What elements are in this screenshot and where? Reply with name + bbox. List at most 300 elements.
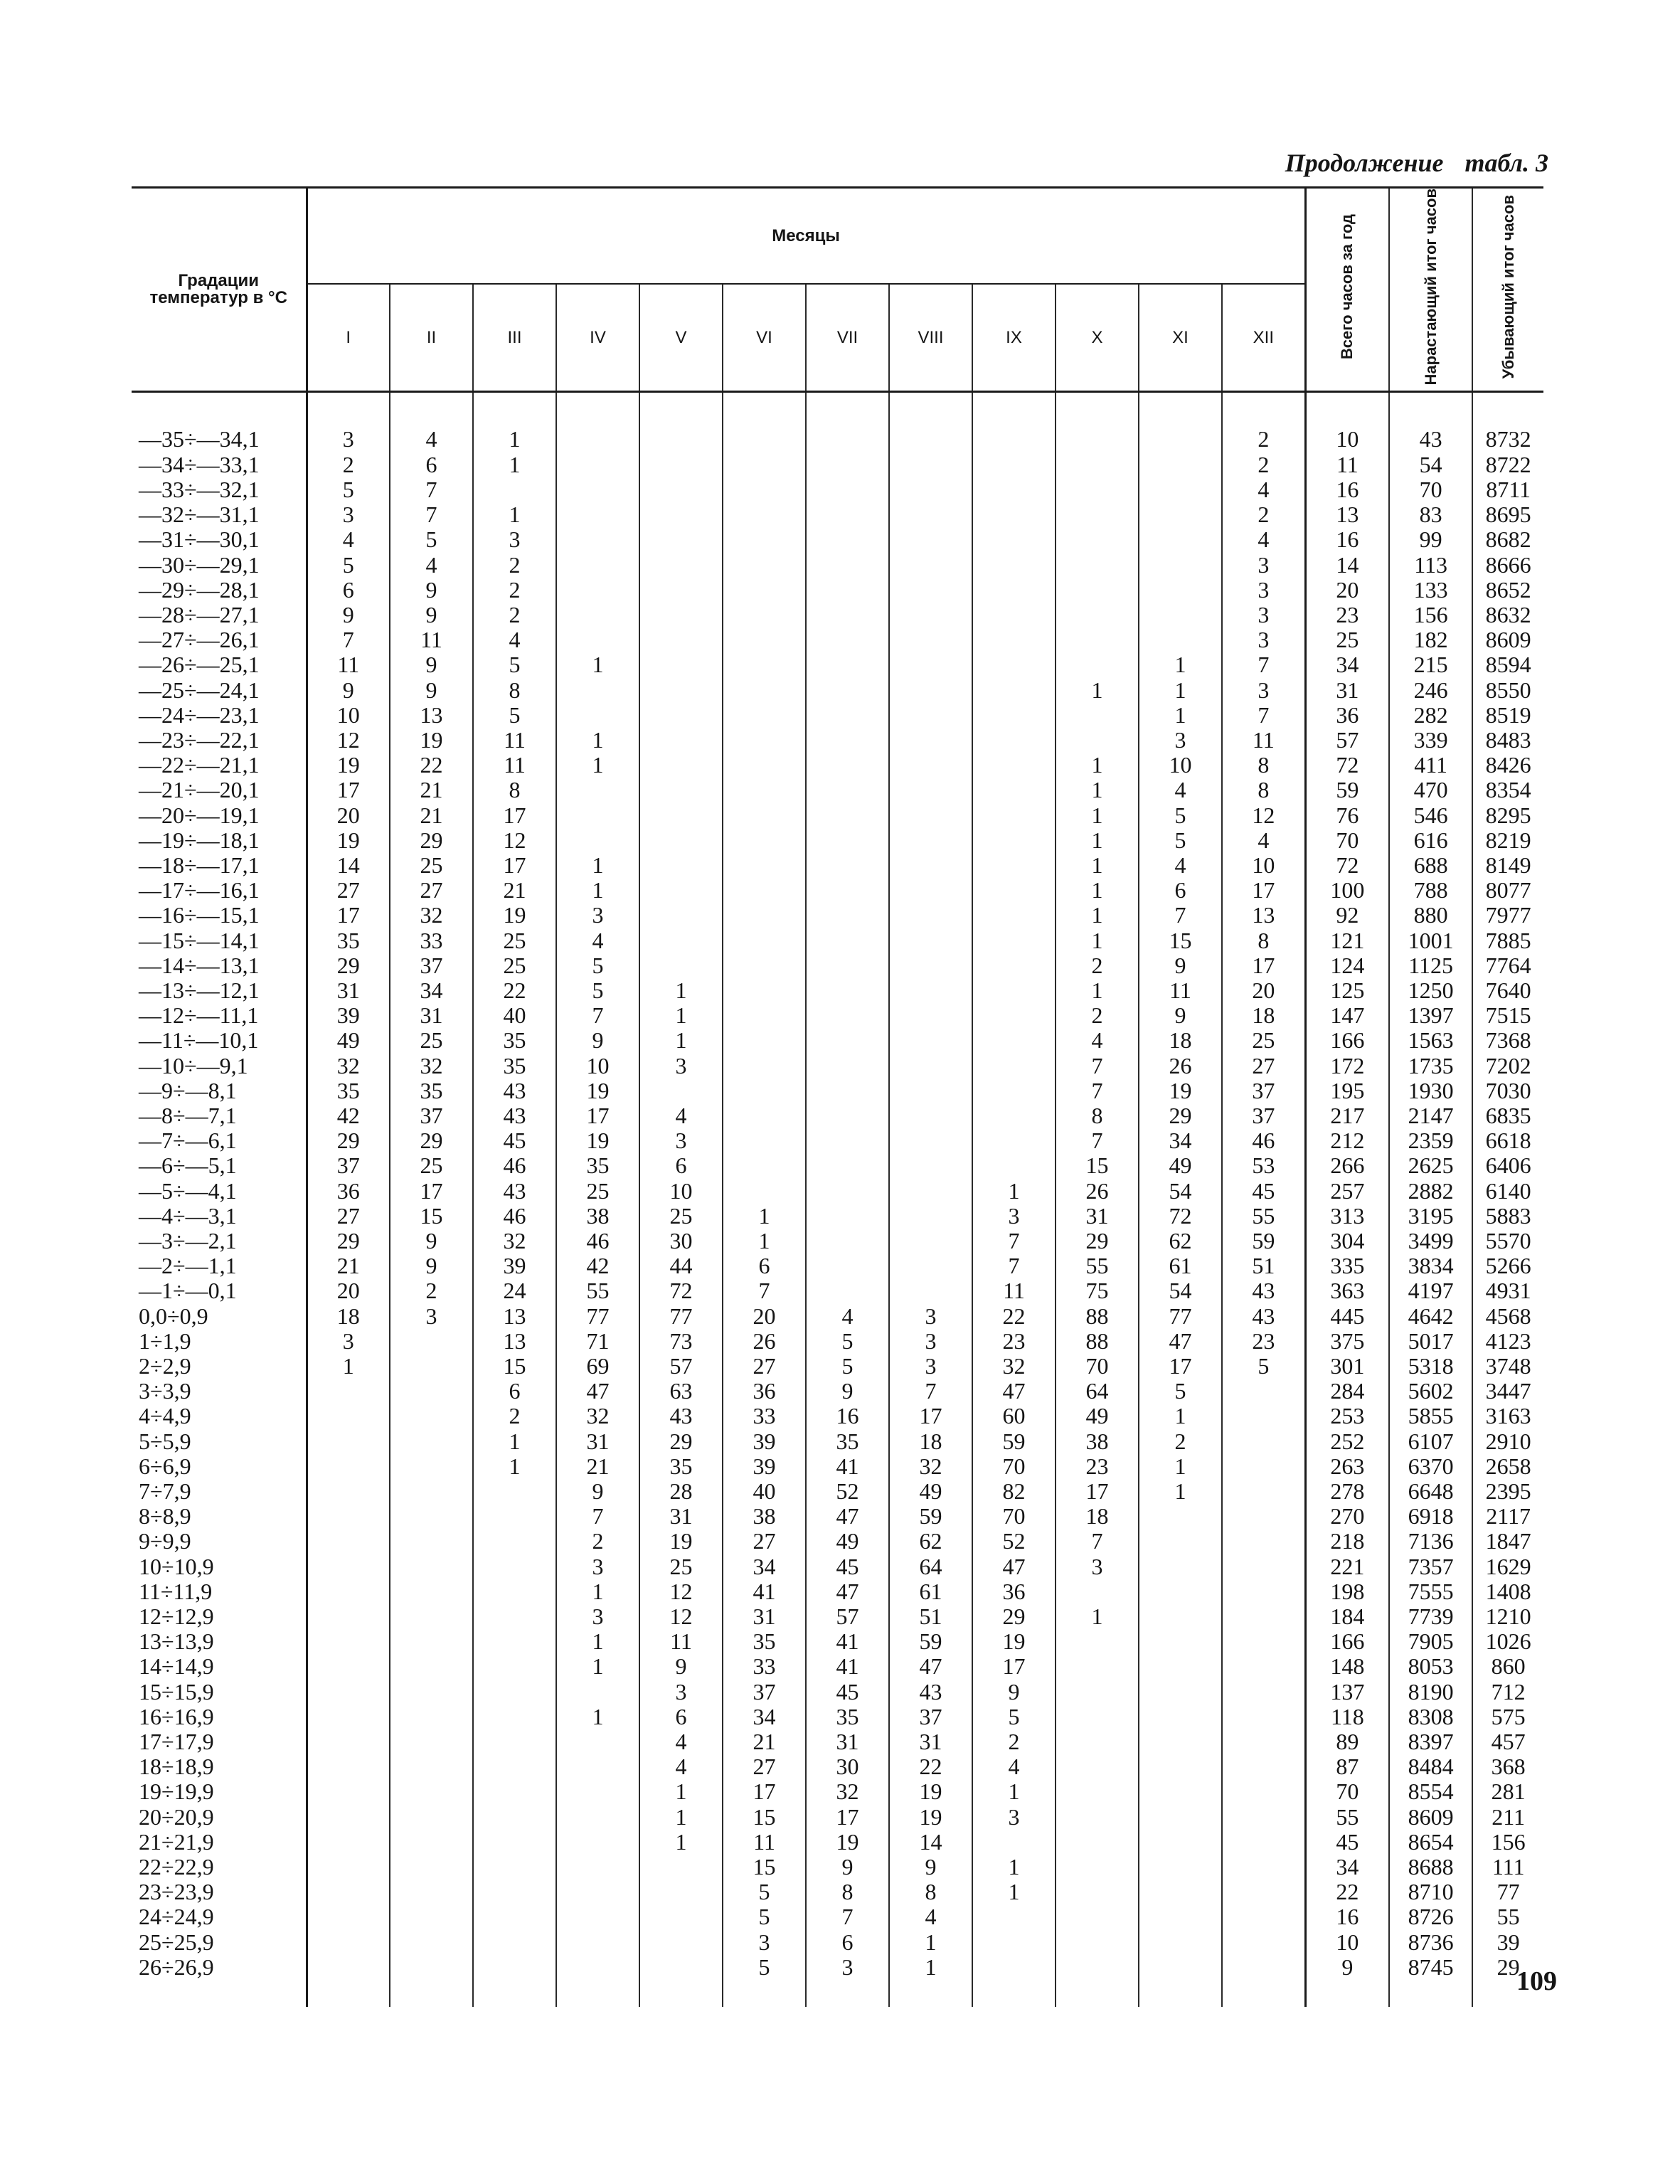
month-value-cell <box>723 678 806 703</box>
month-value-cell: 9 <box>390 603 473 627</box>
table-row <box>132 678 1543 703</box>
table-row <box>132 1329 1543 1354</box>
gradation-cell: 4÷4,9 <box>132 1404 307 1428</box>
table-row <box>132 1529 1543 1554</box>
month-value-cell <box>972 477 1056 502</box>
month-value-cell <box>889 1153 972 1178</box>
month-value-cell <box>307 1654 390 1679</box>
month-value-cell: 60 <box>972 1404 1056 1428</box>
month-value-cell: 49 <box>1139 1153 1222 1178</box>
month-value-cell <box>1056 527 1139 552</box>
month-value-cell: 32 <box>473 1229 556 1253</box>
month-value-cell: 19 <box>972 1629 1056 1654</box>
month-value-cell <box>1139 1579 1222 1604</box>
month-value-cell <box>972 603 1056 627</box>
cumulative-hours-cell: 99 <box>1389 527 1472 552</box>
month-value-cell <box>639 553 723 578</box>
month-value-cell <box>1222 1529 1305 1554</box>
month-value-cell <box>972 1078 1056 1103</box>
month-value-cell: 9 <box>390 678 473 703</box>
total-hours-cell: 70 <box>1305 828 1389 853</box>
spacer-cell <box>972 392 1056 428</box>
table-tail-row <box>132 1980 1543 2007</box>
cumulative-hours-cell: 546 <box>1389 803 1472 828</box>
table-row <box>132 1479 1543 1504</box>
month-value-cell <box>639 1855 723 1880</box>
month-value-cell: 5 <box>806 1329 889 1354</box>
month-value-cell <box>889 778 972 802</box>
month-value-cell <box>473 1629 556 1654</box>
cumulative-hours-cell: 1125 <box>1389 953 1472 978</box>
cumulative-hours-cell: 3195 <box>1389 1204 1472 1229</box>
month-value-cell: 77 <box>556 1304 639 1329</box>
month-value-cell <box>806 878 889 903</box>
month-value-cell: 5 <box>723 1904 806 1929</box>
spacer-cell <box>723 1980 806 2007</box>
month-value-cell <box>473 1654 556 1679</box>
month-value-cell <box>390 1554 473 1579</box>
total-hours-cell: 72 <box>1305 853 1389 878</box>
month-value-cell <box>806 1204 889 1229</box>
month-value-cell <box>723 778 806 802</box>
header-months: Месяцы <box>307 188 1305 285</box>
month-value-cell: 21 <box>556 1454 639 1479</box>
month-value-cell <box>473 1904 556 1929</box>
month-value-cell: 33 <box>390 928 473 953</box>
month-value-cell <box>473 1554 556 1579</box>
month-value-cell <box>390 1705 473 1729</box>
table-row <box>132 878 1543 903</box>
cumulative-hours-cell: 880 <box>1389 903 1472 928</box>
caption-table: табл. 3 <box>1464 149 1548 177</box>
month-value-cell: 2 <box>307 452 390 477</box>
month-value-cell <box>1056 1855 1139 1880</box>
decreasing-hours-cell: 712 <box>1491 1678 1526 1705</box>
month-value-cell: 22 <box>390 753 473 778</box>
total-hours-cell: 363 <box>1305 1278 1389 1303</box>
month-value-cell: 24 <box>473 1278 556 1303</box>
month-value-cell: 12 <box>307 728 390 753</box>
month-value-cell: 12 <box>639 1579 723 1604</box>
decreasing-hours-cell: 55 <box>1496 1904 1520 1930</box>
month-value-cell: 19 <box>889 1779 972 1804</box>
cumulative-hours-cell: 246 <box>1389 678 1472 703</box>
decreasing-hours-cell: 575 <box>1491 1703 1526 1729</box>
spacer-cell <box>1472 392 1543 428</box>
month-value-cell: 30 <box>806 1754 889 1779</box>
month-value-cell <box>1139 527 1222 552</box>
month-value-cell: 70 <box>972 1504 1056 1529</box>
month-value-cell: 2 <box>390 1278 473 1303</box>
month-value-cell <box>473 1529 556 1554</box>
month-value-cell: 55 <box>556 1278 639 1303</box>
month-value-cell: 8 <box>473 778 556 802</box>
month-value-cell <box>889 1179 972 1204</box>
month-value-cell: 29 <box>639 1429 723 1454</box>
month-value-cell <box>889 427 972 452</box>
decreasing-hours-cell: 7030 <box>1485 1077 1531 1103</box>
decreasing-hours-cell: 8682 <box>1485 526 1531 553</box>
gradation-cell: 3÷3,9 <box>132 1379 307 1404</box>
month-value-cell <box>307 1680 390 1705</box>
month-value-cell: 53 <box>1222 1153 1305 1178</box>
month-value-cell: 3 <box>1056 1554 1139 1579</box>
month-value-cell <box>1139 452 1222 477</box>
month-value-cell <box>556 1830 639 1855</box>
month-value-cell: 40 <box>473 1003 556 1028</box>
cumulative-hours-cell: 8308 <box>1389 1705 1472 1729</box>
total-hours-cell: 76 <box>1305 803 1389 828</box>
month-value-cell <box>639 502 723 527</box>
cumulative-hours-cell: 1397 <box>1389 1003 1472 1028</box>
month-value-cell: 31 <box>1056 1204 1139 1229</box>
month-value-cell: 33 <box>723 1654 806 1679</box>
total-hours-cell: 36 <box>1305 703 1389 728</box>
temperature-hours-table <box>132 186 1543 2007</box>
month-value-cell <box>556 1779 639 1804</box>
month-value-cell <box>556 1855 639 1880</box>
month-value-cell: 1 <box>639 978 723 1003</box>
month-value-cell <box>307 1779 390 1804</box>
month-value-cell: 2 <box>1056 953 1139 978</box>
month-value-cell: 2 <box>473 553 556 578</box>
month-value-cell <box>390 1955 473 1980</box>
month-value-cell: 1 <box>889 1955 972 1980</box>
month-value-cell: 3 <box>806 1955 889 1980</box>
month-value-cell <box>1222 1654 1305 1679</box>
month-value-cell <box>972 753 1056 778</box>
month-value-cell: 1 <box>723 1229 806 1253</box>
month-value-cell <box>307 1805 390 1830</box>
total-hours-cell: 45 <box>1305 1830 1389 1855</box>
month-value-cell: 37 <box>1222 1078 1305 1103</box>
decreasing-hours-cell: 8711 <box>1486 476 1531 502</box>
month-value-cell: 6 <box>1139 878 1222 903</box>
month-value-cell: 35 <box>556 1153 639 1178</box>
month-value-cell: 5 <box>1139 803 1222 828</box>
gradation-cell: —31÷—30,1 <box>132 527 307 552</box>
month-value-cell: 57 <box>639 1354 723 1379</box>
month-value-cell: 6 <box>307 578 390 603</box>
gradation-cell: —5÷—4,1 <box>132 1179 307 1204</box>
month-header-7: VII <box>806 284 889 392</box>
month-value-cell: 37 <box>307 1153 390 1178</box>
month-value-cell: 38 <box>556 1204 639 1229</box>
month-header-10: X <box>1056 284 1139 392</box>
month-value-cell: 12 <box>639 1604 723 1629</box>
month-value-cell: 1 <box>556 728 639 753</box>
month-value-cell: 64 <box>889 1554 972 1579</box>
gradation-cell: —3÷—2,1 <box>132 1229 307 1253</box>
gradation-cell: 5÷5,9 <box>132 1429 307 1454</box>
table-row <box>132 502 1543 527</box>
spacer-cell <box>307 1980 390 2007</box>
month-value-cell: 5 <box>723 1955 806 1980</box>
month-value-cell <box>390 1454 473 1479</box>
month-value-cell <box>972 928 1056 953</box>
month-value-cell <box>473 1680 556 1705</box>
month-value-cell: 25 <box>1222 1028 1305 1053</box>
month-value-cell <box>556 1729 639 1754</box>
month-value-cell <box>473 1855 556 1880</box>
month-value-cell: 3 <box>390 1304 473 1329</box>
month-value-cell <box>473 1729 556 1754</box>
month-value-cell <box>639 703 723 728</box>
table-row <box>132 1454 1543 1479</box>
total-hours-cell: 147 <box>1305 1003 1389 1028</box>
decreasing-hours-cell: 3163 <box>1485 1403 1531 1429</box>
month-value-cell <box>1222 1629 1305 1654</box>
decreasing-hours-cell: 8354 <box>1485 777 1531 803</box>
total-hours-cell: 89 <box>1305 1729 1389 1754</box>
month-value-cell: 10 <box>1222 853 1305 878</box>
total-hours-cell: 198 <box>1305 1579 1389 1604</box>
month-value-cell: 3 <box>556 1604 639 1629</box>
month-value-cell <box>1139 1779 1222 1804</box>
decreasing-hours-cell: 8483 <box>1485 726 1531 753</box>
total-hours-cell: 217 <box>1305 1103 1389 1128</box>
cumulative-hours-cell: 470 <box>1389 778 1472 802</box>
table-row <box>132 1304 1543 1329</box>
cumulative-hours-cell: 2882 <box>1389 1179 1472 1204</box>
month-value-cell <box>390 1654 473 1679</box>
month-value-cell <box>972 1904 1056 1929</box>
month-value-cell <box>390 1805 473 1830</box>
month-value-cell <box>889 1028 972 1053</box>
month-value-cell <box>1139 578 1222 603</box>
month-value-cell: 9 <box>390 1253 473 1278</box>
month-value-cell <box>1056 502 1139 527</box>
month-value-cell <box>723 828 806 853</box>
month-value-cell: 31 <box>723 1604 806 1629</box>
month-value-cell <box>556 828 639 853</box>
month-value-cell: 19 <box>473 903 556 928</box>
cumulative-hours-cell: 1563 <box>1389 1028 1472 1053</box>
month-value-cell: 55 <box>1222 1204 1305 1229</box>
cumulative-hours-cell: 5855 <box>1389 1404 1472 1428</box>
month-value-cell <box>806 903 889 928</box>
month-value-cell <box>473 1930 556 1955</box>
month-value-cell: 4 <box>1139 853 1222 878</box>
month-value-cell: 15 <box>473 1354 556 1379</box>
table-row <box>132 1955 1543 1980</box>
table-body <box>132 392 1543 2007</box>
month-value-cell <box>639 527 723 552</box>
month-value-cell: 47 <box>556 1379 639 1404</box>
decreasing-hours-cell: 7640 <box>1485 977 1531 1003</box>
month-value-cell <box>1056 703 1139 728</box>
gradation-cell: —25÷—24,1 <box>132 678 307 703</box>
decreasing-hours-cell: 2658 <box>1485 1453 1531 1479</box>
decreasing-hours-cell: 8609 <box>1485 627 1531 653</box>
cumulative-hours-cell: 215 <box>1389 652 1472 677</box>
month-value-cell: 39 <box>307 1003 390 1028</box>
total-hours-cell: 100 <box>1305 878 1389 903</box>
month-value-cell: 1 <box>556 878 639 903</box>
gradation-cell: —1÷—0,1 <box>132 1278 307 1303</box>
month-value-cell: 10 <box>1139 753 1222 778</box>
month-value-cell <box>723 652 806 677</box>
month-value-cell <box>972 1153 1056 1178</box>
total-hours-cell: 23 <box>1305 603 1389 627</box>
spacer-cell <box>889 1980 972 2007</box>
month-value-cell <box>1139 1930 1222 1955</box>
cumulative-hours-cell: 8397 <box>1389 1729 1472 1754</box>
month-value-cell: 47 <box>972 1554 1056 1579</box>
month-value-cell <box>972 953 1056 978</box>
total-hours-cell: 59 <box>1305 778 1389 802</box>
month-value-cell <box>723 1003 806 1028</box>
month-value-cell: 9 <box>390 1229 473 1253</box>
month-value-cell: 39 <box>473 1253 556 1278</box>
month-value-cell <box>723 502 806 527</box>
month-value-cell: 35 <box>806 1705 889 1729</box>
cumulative-hours-cell: 7136 <box>1389 1529 1472 1554</box>
gradation-cell: —14÷—13,1 <box>132 953 307 978</box>
table-row <box>132 1604 1543 1629</box>
cumulative-hours-cell: 8484 <box>1389 1754 1472 1779</box>
month-value-cell <box>972 778 1056 802</box>
decreasing-hours-cell: 6406 <box>1485 1152 1531 1179</box>
table-row <box>132 903 1543 928</box>
month-value-cell <box>556 427 639 452</box>
month-value-cell <box>1056 728 1139 753</box>
month-value-cell <box>390 1529 473 1554</box>
month-value-cell: 18 <box>307 1304 390 1329</box>
total-hours-cell: 172 <box>1305 1054 1389 1078</box>
month-value-cell: 9 <box>889 1855 972 1880</box>
gradation-cell: 8÷8,9 <box>132 1504 307 1529</box>
month-value-cell <box>639 1904 723 1929</box>
month-value-cell: 25 <box>473 928 556 953</box>
month-value-cell <box>889 728 972 753</box>
month-value-cell: 3 <box>1222 678 1305 703</box>
month-value-cell <box>889 828 972 853</box>
gradation-cell: 16÷16,9 <box>132 1705 307 1729</box>
month-value-cell <box>889 652 972 677</box>
month-value-cell <box>1222 1554 1305 1579</box>
month-value-cell <box>806 1054 889 1078</box>
month-value-cell: 57 <box>806 1604 889 1629</box>
month-value-cell: 1 <box>1139 703 1222 728</box>
month-value-cell: 7 <box>723 1278 806 1303</box>
cumulative-hours-cell: 339 <box>1389 728 1472 753</box>
month-value-cell <box>1139 1504 1222 1529</box>
month-value-cell <box>972 878 1056 903</box>
month-value-cell <box>1056 578 1139 603</box>
month-value-cell: 11 <box>1139 978 1222 1003</box>
month-value-cell: 17 <box>473 853 556 878</box>
month-value-cell <box>806 828 889 853</box>
month-value-cell <box>639 803 723 828</box>
month-value-cell: 72 <box>639 1278 723 1303</box>
gradation-cell: —11÷—10,1 <box>132 1028 307 1053</box>
cumulative-hours-cell: 43 <box>1389 427 1472 452</box>
month-value-cell <box>889 1003 972 1028</box>
month-value-cell <box>1139 603 1222 627</box>
month-value-cell <box>972 903 1056 928</box>
month-value-cell <box>972 1830 1056 1855</box>
month-value-cell <box>889 978 972 1003</box>
month-value-cell <box>889 627 972 652</box>
month-value-cell: 77 <box>1139 1304 1222 1329</box>
month-value-cell: 27 <box>390 878 473 903</box>
month-value-cell <box>307 1880 390 1904</box>
month-value-cell: 18 <box>1056 1504 1139 1529</box>
month-value-cell <box>307 1930 390 1955</box>
cumulative-hours-cell: 6107 <box>1389 1429 1472 1454</box>
month-value-cell: 45 <box>1222 1179 1305 1204</box>
cumulative-hours-cell: 8745 <box>1389 1955 1472 1980</box>
cumulative-hours-cell: 688 <box>1389 853 1472 878</box>
month-value-cell <box>1056 652 1139 677</box>
total-hours-cell: 266 <box>1305 1153 1389 1178</box>
month-value-cell: 31 <box>307 978 390 1003</box>
gradation-cell: 11÷11,9 <box>132 1579 307 1604</box>
month-value-cell: 44 <box>639 1253 723 1278</box>
table-row <box>132 803 1543 828</box>
month-value-cell <box>972 1128 1056 1153</box>
month-value-cell <box>639 953 723 978</box>
month-value-cell: 7 <box>1056 1078 1139 1103</box>
month-value-cell: 11 <box>639 1629 723 1654</box>
table-row <box>132 928 1543 953</box>
month-value-cell: 25 <box>473 953 556 978</box>
cumulative-hours-cell: 8726 <box>1389 1904 1472 1929</box>
month-value-cell <box>390 1329 473 1354</box>
month-value-cell <box>556 553 639 578</box>
month-value-cell <box>1056 1880 1139 1904</box>
month-value-cell: 9 <box>1139 953 1222 978</box>
month-value-cell <box>806 703 889 728</box>
decreasing-hours-cell: 7764 <box>1485 952 1531 978</box>
table-row <box>132 1204 1543 1229</box>
total-hours-cell: 166 <box>1305 1028 1389 1053</box>
month-value-cell: 19 <box>556 1078 639 1103</box>
month-value-cell <box>473 1880 556 1904</box>
month-value-cell: 18 <box>1222 1003 1305 1028</box>
month-value-cell: 43 <box>889 1680 972 1705</box>
month-value-cell <box>1139 427 1222 452</box>
month-value-cell: 11 <box>723 1830 806 1855</box>
month-value-cell <box>473 1805 556 1830</box>
table-row <box>132 1579 1543 1604</box>
table-row <box>132 778 1543 802</box>
month-value-cell: 11 <box>307 652 390 677</box>
table-row <box>132 1504 1543 1529</box>
table-row <box>132 1705 1543 1729</box>
month-value-cell: 1 <box>723 1204 806 1229</box>
month-value-cell <box>723 1078 806 1103</box>
gradation-cell: 13÷13,9 <box>132 1629 307 1654</box>
month-value-cell <box>1222 1454 1305 1479</box>
month-value-cell: 39 <box>723 1429 806 1454</box>
table-row <box>132 1429 1543 1454</box>
month-value-cell <box>307 1955 390 1980</box>
month-value-cell: 1 <box>639 1003 723 1028</box>
month-value-cell: 25 <box>390 853 473 878</box>
cumulative-hours-cell: 8710 <box>1389 1880 1472 1904</box>
spacer-cell <box>473 392 556 428</box>
table-row <box>132 1654 1543 1679</box>
total-hours-cell: 16 <box>1305 477 1389 502</box>
month-value-cell: 11 <box>473 728 556 753</box>
gradation-cell: —24÷—23,1 <box>132 703 307 728</box>
month-value-cell: 82 <box>972 1479 1056 1504</box>
total-hours-cell: 57 <box>1305 728 1389 753</box>
gradation-cell: —12÷—11,1 <box>132 1003 307 1028</box>
gradation-cell: —32÷—31,1 <box>132 502 307 527</box>
